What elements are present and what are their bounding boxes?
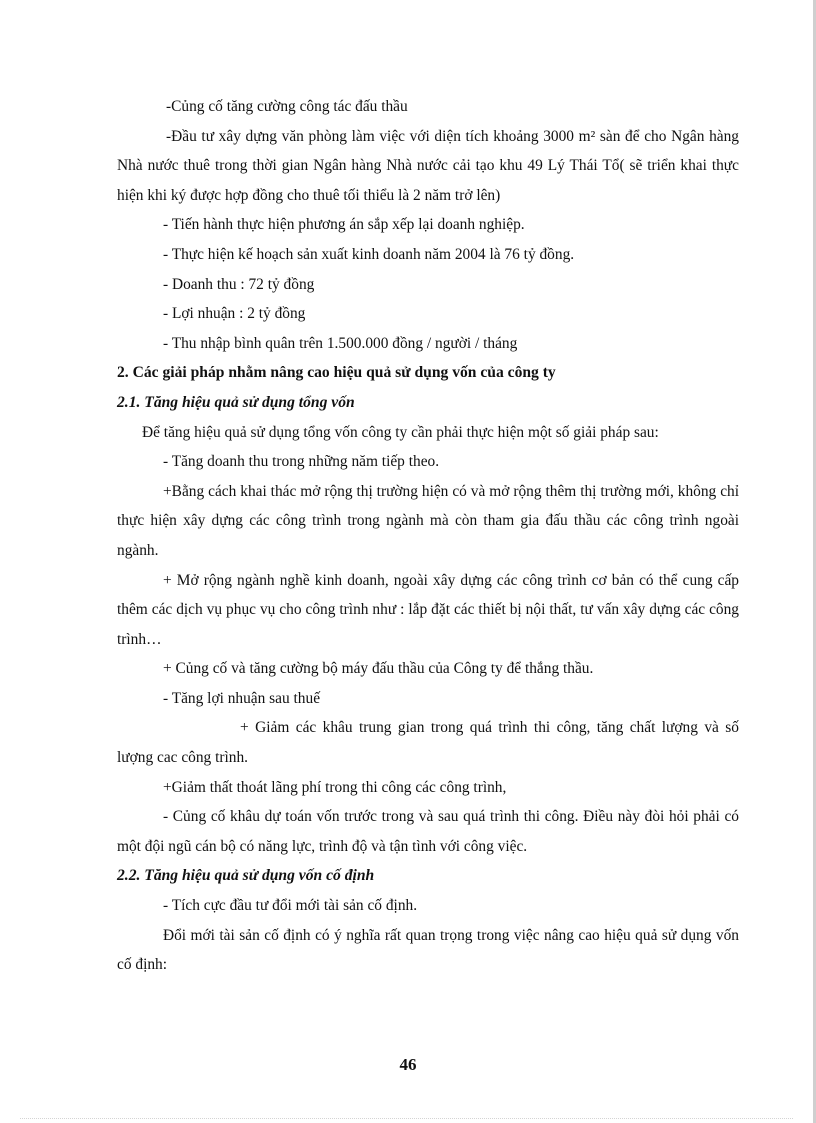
paragraph-bidding-apparatus: + Củng cố và tăng cường bộ máy đấu thầu của Công ty để thắng thầu. [163,660,594,678]
paragraph-fixed-asset-renewal: Đổi mới tài sản cố định có ý nghĩa rất quan trọng trong việc nâng cao hiệu quả sử dụng vốn cố định: [117,926,739,974]
paragraph-reduce-waste: +Giảm thất thoát lãng phí trong thi công các công trình, [163,778,507,796]
paragraph-profit: - Lợi nhuận : 2 tỷ đồng [163,305,306,323]
paragraph-office-investment: -Đầu tư xây dựng văn phòng làm việc với diện tích khoảng 3000 m² sàn để cho Ngân hàng Nhà nước thuê trong thời gian Ngân hàng Nhà nước cải tạo khu 49 Lý Thái Tổ( sẽ triển khai thực hiện khi ký được hợp đồng cho thuê tối thiểu là 2 năm trở lên) [117,127,739,204]
page-number: 46 [399,1055,417,1074]
footer-divider [20,1118,793,1119]
paragraph-reduce-intermediaries: + Giảm các khâu trung gian trong quá trình thi công, tăng chất lượng và số lượng cac công trình. [117,719,739,767]
subsection-heading-2-2: 2.2. Tăng hiệu quả sử dụng vốn cố định [117,867,375,885]
paragraph-increase-revenue: - Tăng doanh thu trong những năm tiếp theo. [163,453,440,471]
paragraph-increase-profit: - Tăng lợi nhuận sau thuế [163,689,321,707]
paragraph-cost-estimation: - Củng cố khâu dự toán vốn trước trong và sau quá trình thi công. Điều này đòi hỏi phải có một đội ngũ cán bộ có năng lực, trình độ và tận tình với công việc. [117,808,739,855]
page-body [117,92,739,980]
paragraph-fixed-asset-investment: - Tích cực đầu tư đổi mới tài sản cố định. [163,897,418,915]
paragraph-revenue: - Doanh thu : 72 tỷ đồng [163,275,315,293]
paragraph-production-plan: - Thực hiện kế hoạch sản xuất kinh doanh năm 2004 là 76 tỷ đồng. [163,245,575,263]
paragraph-market-expansion: +Bằng cách khai thác mở rộng thị trường hiện có và mở rộng thêm thị trường mới, không chỉ thực hiện xây dựng các công trình trong ngành mà còn tham gia đấu thầu các công trình ngoài ngành. [117,482,739,559]
paragraph-business-expansion: + Mở rộng ngành nghề kinh doanh, ngoài xây dựng các công trình cơ bản có thể cung cấp thêm các dịch vụ phục vụ cho công trình như : lắp đặt các thiết bị nội thất, tư vấn xây dựng các công trình… [117,571,739,648]
paragraph-restructure: - Tiến hành thực hiện phương án sắp xếp lại doanh nghiệp. [163,216,525,234]
paragraph-bidding: -Củng cố tăng cường công tác đấu thầu [166,98,408,115]
paragraph-income: - Thu nhập bình quân trên 1.500.000 đồng / người / tháng [163,334,518,352]
subsection-heading-2-1: 2.1. Tăng hiệu quả sử dụng tổng vốn [117,393,355,411]
paragraph-intro-solutions: Để tăng hiệu quả sử dụng tổng vốn công ty cần phải thực hiện một số giải pháp sau: [142,423,659,441]
section-heading-2: 2. Các giải pháp nhằm nâng cao hiệu quả sử dụng vốn của công ty [117,364,556,382]
